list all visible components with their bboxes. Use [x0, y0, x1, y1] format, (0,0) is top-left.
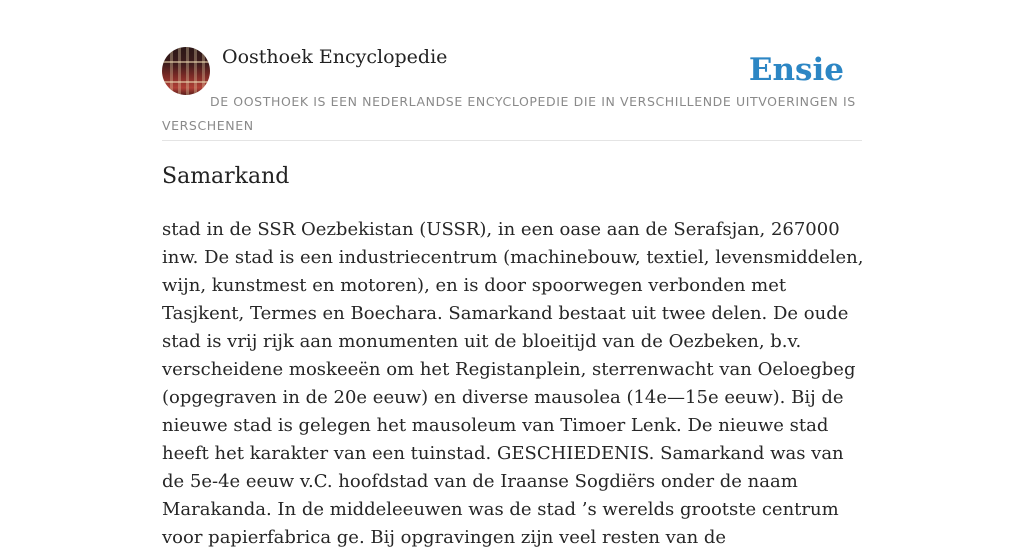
encyclopedia-avatar[interactable]: [162, 47, 210, 95]
site-header: [162, 40, 862, 141]
article-title: Samarkand: [162, 164, 290, 189]
site-tagline: DE OOSTHOEK IS EEN NEDERLANDSE ENCYCLOPEDIE DIE IN VERSCHILLENDE UITVOERINGEN IS VERSCHENEN: [162, 94, 856, 133]
site-name-link[interactable]: Oosthoek Encyclopedie: [222, 46, 448, 68]
article-body: stad in de SSR Oezbekistan (USSR), in een oase aan de Serafsjan, 267000 inw. De stad is een industriecentrum (machinebouw, textiel, levensmiddelen, wijn, kunstmest en motoren), en is door spoorwegen verbonden met Tasjkent, Termes en Boechara. Samarkand bestaat uit twee delen. De oude stad is vrij rijk aan monumenten uit de bloeitijd van de Oezbeken, b.v. verscheidene moskeeën om het Registanplein, sterrenwacht van Oeloegbeg (opgegraven in de 20e eeuw) en diverse mausolea (14e—15e eeuw). Bij de nieuwe stad is gelegen het mausoleum van Timoer Lenk. De nieuwe stad heeft het karakter van een tuinstad. GESCHIEDENIS. Samarkand was van de 5e-4e eeuw v.C. hoofdstad van de Iraanse Sogdiërs onder de naam Marakanda. In de middeleeuwen was de stad ’s werelds grootste centrum voor papierfabrica ge. Bij opgravingen zijn veel resten van de: [162, 219, 864, 548]
ensie-logo[interactable]: Ensie: [748, 52, 844, 88]
